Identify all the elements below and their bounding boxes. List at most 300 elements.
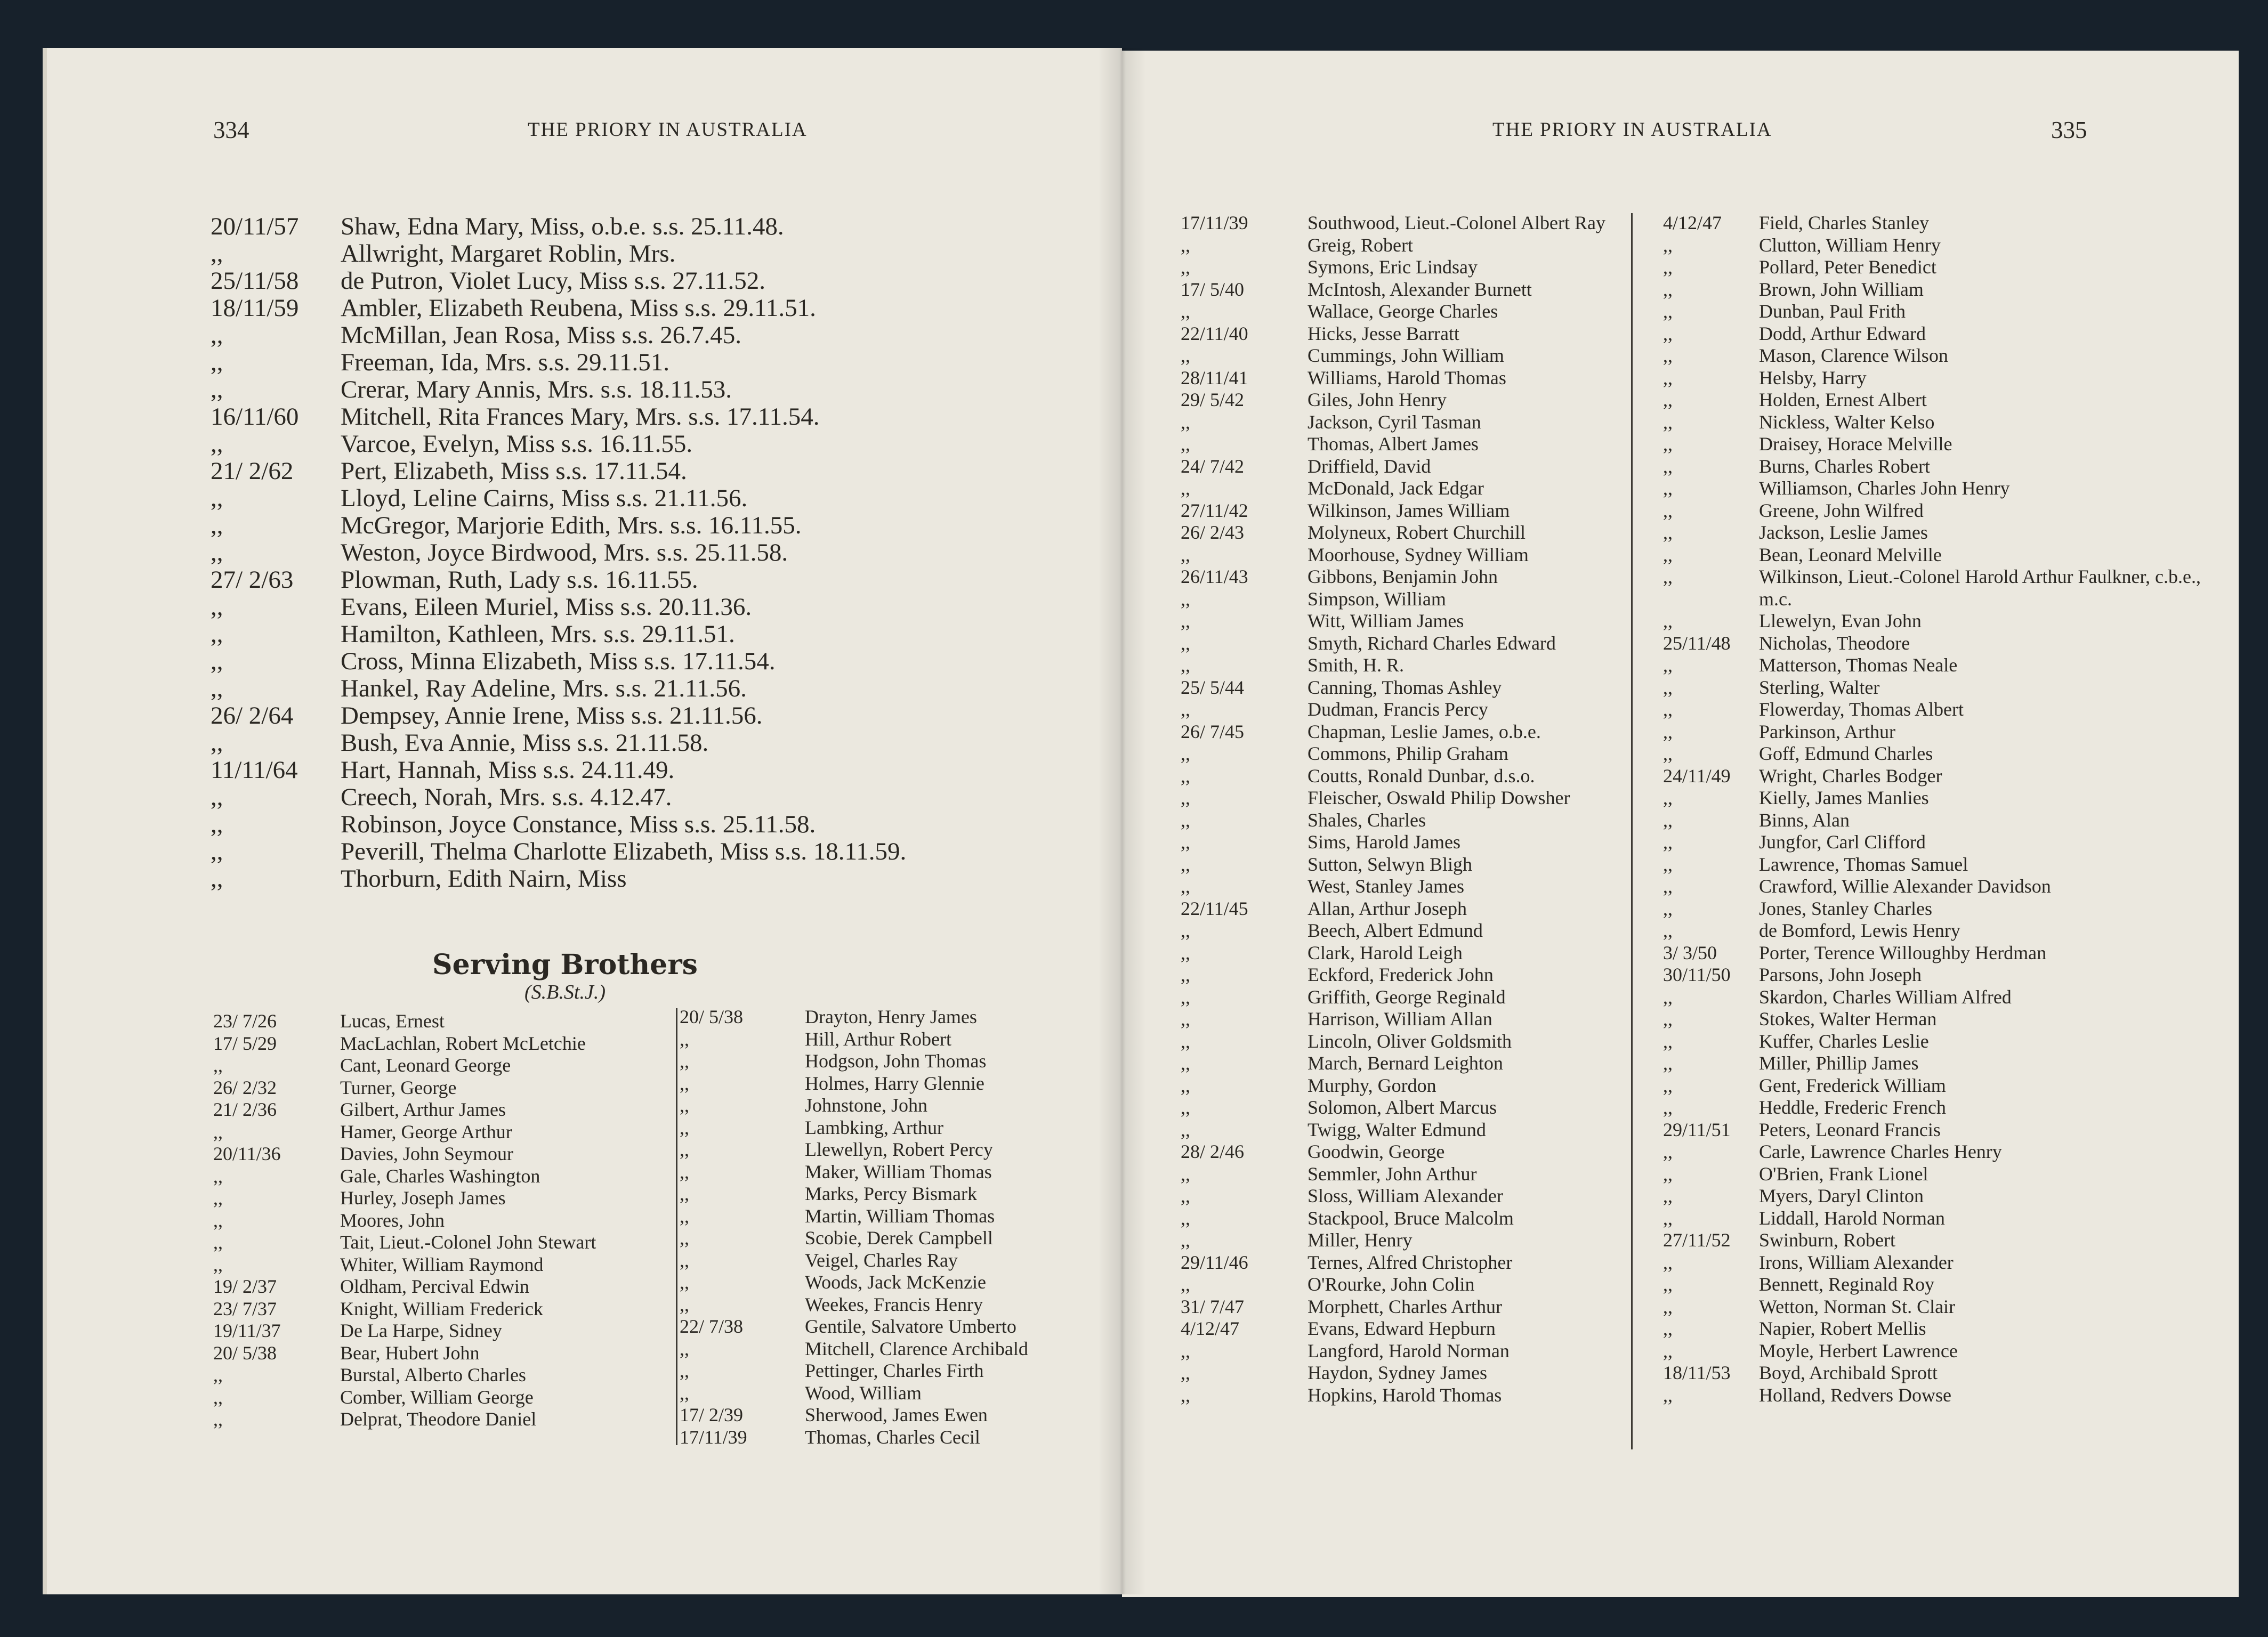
entry-date: ,, <box>211 838 223 865</box>
list-item <box>213 1143 682 1165</box>
entry-name: Sherwood, James Ewen <box>805 1404 988 1425</box>
list-item <box>213 1231 682 1254</box>
entry-date: 25/11/58 <box>211 267 299 295</box>
entry-name: Jackson, Cyril Tasman <box>1307 411 1481 433</box>
list-item <box>1663 1141 2201 1163</box>
list-item <box>1181 1141 1636 1163</box>
entry-name: Myers, Daryl Clinton <box>1759 1185 1924 1206</box>
entry-name: Weekes, Francis Henry <box>805 1293 983 1315</box>
list-item <box>1181 721 1636 743</box>
entry-name: Thorburn, Edith Nairn, Miss <box>341 865 627 893</box>
list-item <box>680 1095 1085 1117</box>
list-item <box>1663 1318 2201 1340</box>
list-item <box>211 730 1047 757</box>
entry-date: 22/ 7/38 <box>680 1316 744 1337</box>
entry-date: ,, <box>1181 743 1190 764</box>
entry-name: Liddall, Harold Norman <box>1759 1207 1945 1229</box>
entry-name: Woods, Jack McKenzie <box>805 1271 986 1293</box>
entry-name: Wilkinson, James William <box>1307 499 1510 521</box>
list-item <box>1181 1340 1636 1363</box>
entry-date: ,, <box>1663 477 1673 499</box>
entry-date: ,, <box>1181 809 1190 831</box>
entry-date: ,, <box>1181 654 1190 676</box>
list-item <box>1663 854 2201 876</box>
list-item <box>1181 1008 1636 1031</box>
entry-name: Witt, William James <box>1307 610 1464 631</box>
entry-name: Llewelyn, Evan John <box>1759 610 1922 631</box>
list-item <box>1663 677 2201 699</box>
section-title: Serving Brothers <box>432 949 698 981</box>
entry-date: ,, <box>1181 1185 1190 1206</box>
entry-date: ,, <box>1663 853 1673 875</box>
entry-name: Freeman, Ida, Mrs. s.s. 29.11.51. <box>341 349 670 376</box>
entry-date: ,, <box>1181 301 1190 322</box>
entry-name: Wood, William <box>805 1382 922 1404</box>
entry-date: ,, <box>1663 720 1673 742</box>
list-item <box>213 1210 682 1232</box>
entry-name: Bean, Leonard Melville <box>1759 544 1942 565</box>
entry-date: ,, <box>1181 853 1190 875</box>
entry-name: Irons, William Alexander <box>1759 1251 1954 1273</box>
list-item <box>1181 1274 1636 1296</box>
serving-brothers-column-2 <box>680 1006 1085 1448</box>
list-item <box>680 1139 1085 1161</box>
entry-date: ,, <box>1181 610 1190 631</box>
list-item <box>1181 1185 1636 1208</box>
entry-name: McMillan, Jean Rosa, Miss s.s. 26.7.45. <box>341 321 741 349</box>
entry-date: ,, <box>213 1121 223 1142</box>
entry-date: ,, <box>213 1209 223 1231</box>
entry-date: 4/12/47 <box>1663 212 1722 233</box>
entry-name: Parsons, John Joseph <box>1759 964 1922 985</box>
list-item <box>211 648 1047 675</box>
entry-name: Oldham, Percival Edwin <box>340 1276 529 1297</box>
entry-date: 20/11/36 <box>213 1143 281 1164</box>
entry-date: ,, <box>680 1338 689 1359</box>
entry-date: ,, <box>211 783 223 811</box>
list-item <box>1663 964 2201 986</box>
entry-name: Shaw, Edna Mary, Miss, o.b.e. s.s. 25.11.48. <box>341 213 784 240</box>
list-item <box>1663 1208 2201 1230</box>
list-item <box>1663 522 2201 544</box>
entry-name: Delprat, Theodore Daniel <box>340 1408 537 1430</box>
entry-date: ,, <box>1663 256 1673 278</box>
entry-date: 16/11/60 <box>211 403 299 431</box>
list-item <box>1663 1384 2201 1407</box>
entry-date: ,, <box>1663 345 1673 366</box>
entry-name: Shales, Charles <box>1307 809 1426 831</box>
entry-date: ,, <box>1181 1074 1190 1096</box>
entry-name: Creech, Norah, Mrs. s.s. 4.12.47. <box>341 783 672 811</box>
entry-name: Evans, Eileen Muriel, Miss s.s. 20.11.36. <box>341 593 752 621</box>
entry-name: Allan, Arthur Joseph <box>1307 897 1467 919</box>
entry-name: Wilkinson, Lieut.-Colonel Harold Arthur Faulkner, c.b.e., m.c. <box>1759 566 2201 610</box>
list-item <box>213 1364 682 1387</box>
entry-name: McGregor, Marjorie Edith, Mrs. s.s. 16.11.55. <box>341 512 802 539</box>
page-number-left: 334 <box>213 117 249 143</box>
left-page-edge <box>43 48 47 1594</box>
entry-date: 20/11/57 <box>211 213 299 240</box>
entry-date: ,, <box>1181 1229 1190 1251</box>
entry-date: ,, <box>1663 787 1673 808</box>
entry-name: Maker, William Thomas <box>805 1161 992 1182</box>
entry-name: Beech, Albert Edmund <box>1307 920 1483 941</box>
entry-name: McIntosh, Alexander Burnett <box>1307 278 1532 300</box>
entry-date: 3/ 3/50 <box>1663 942 1717 963</box>
entry-name: Morphett, Charles Arthur <box>1307 1295 1502 1317</box>
list-item <box>211 757 1047 784</box>
entry-date: 26/ 2/43 <box>1181 522 1245 543</box>
entry-name: Holland, Redvers Dowse <box>1759 1384 1951 1406</box>
entry-date: ,, <box>1663 234 1673 256</box>
entry-name: Peters, Leonard Francis <box>1759 1119 1941 1140</box>
entry-name: Harrison, William Allan <box>1307 1008 1492 1030</box>
entry-name: Semmler, John Arthur <box>1307 1163 1477 1185</box>
entry-name: Marks, Percy Bismark <box>805 1183 977 1204</box>
entry-date: ,, <box>680 1028 689 1050</box>
entry-date: ,, <box>1663 322 1673 344</box>
entry-date: 21/ 2/36 <box>213 1099 277 1120</box>
entry-name: Haydon, Sydney James <box>1307 1362 1487 1383</box>
entry-date: 31/ 7/47 <box>1181 1295 1245 1317</box>
entry-name: Hankel, Ray Adeline, Mrs. s.s. 21.11.56. <box>341 675 747 702</box>
list-item <box>211 431 1047 458</box>
entry-date: ,, <box>1181 920 1190 941</box>
entry-name: Skardon, Charles William Alfred <box>1759 986 2012 1008</box>
list-item <box>1181 433 1636 456</box>
entry-date: 17/ 2/39 <box>680 1404 744 1425</box>
right-column-1 <box>1181 212 1636 1406</box>
list-item <box>1181 522 1636 544</box>
entry-name: Lawrence, Thomas Samuel <box>1759 853 1968 875</box>
entry-date: ,, <box>1663 743 1673 764</box>
list-item <box>1181 743 1636 765</box>
entry-date: ,, <box>1181 1340 1190 1362</box>
entry-date: 27/11/52 <box>1663 1229 1731 1251</box>
entry-name: McDonald, Jack Edgar <box>1307 477 1484 499</box>
entry-name: Murphy, Gordon <box>1307 1074 1436 1096</box>
list-item <box>213 1254 682 1276</box>
entry-date: ,, <box>1181 411 1190 433</box>
entry-date: ,, <box>211 376 223 403</box>
list-item <box>211 512 1047 539</box>
entry-name: Binns, Alan <box>1759 809 1850 831</box>
list-item <box>1181 876 1636 898</box>
list-item <box>1663 411 2201 434</box>
list-item <box>211 566 1047 594</box>
entry-date: ,, <box>1663 1274 1673 1295</box>
list-item <box>211 865 1047 893</box>
entry-name: Gibbons, Benjamin John <box>1307 566 1498 587</box>
list-item <box>1663 920 2201 942</box>
list-item <box>1663 256 2201 279</box>
entry-date: ,, <box>680 1072 689 1094</box>
list-item <box>680 1338 1085 1360</box>
entry-date: ,, <box>211 675 223 702</box>
entry-name: Flowerday, Thomas Albert <box>1759 699 1964 720</box>
entry-name: Wetton, Norman St. Clair <box>1759 1295 1956 1317</box>
entry-date: ,, <box>1181 345 1190 366</box>
entry-date: 28/ 2/46 <box>1181 1141 1245 1162</box>
entry-name: Smith, H. R. <box>1307 654 1405 676</box>
entry-date: ,, <box>1663 389 1673 410</box>
list-item <box>1663 1296 2201 1318</box>
entry-date: 17/ 5/29 <box>213 1032 277 1054</box>
entry-date: ,, <box>1663 831 1673 853</box>
entry-name: Ternes, Alfred Christopher <box>1307 1251 1513 1273</box>
entry-date: ,, <box>1663 1163 1673 1185</box>
entry-date: ,, <box>1663 809 1673 831</box>
entry-name: Tait, Lieut.-Colonel John Stewart <box>340 1231 596 1253</box>
entry-date: ,, <box>1663 522 1673 543</box>
entry-name: Hill, Arthur Robert <box>805 1028 951 1050</box>
list-item <box>1181 389 1636 411</box>
entry-date: ,, <box>211 729 223 757</box>
entry-name: Napier, Robert Mellis <box>1759 1318 1926 1339</box>
entry-name: Brown, John William <box>1759 278 1924 300</box>
list-item <box>1663 500 2201 522</box>
entry-date: ,, <box>213 1253 223 1275</box>
list-item <box>680 1183 1085 1205</box>
list-item <box>1663 1031 2201 1053</box>
entry-date: ,, <box>1181 256 1190 278</box>
list-item <box>213 1408 682 1431</box>
entry-date: ,, <box>680 1227 689 1249</box>
entry-name: Evans, Edward Hepburn <box>1307 1318 1496 1339</box>
entry-date: ,, <box>680 1050 689 1072</box>
entry-name: Clark, Harold Leigh <box>1307 942 1463 963</box>
list-item <box>213 1187 682 1210</box>
list-item <box>1181 500 1636 522</box>
entry-name: Southwood, Lieut.-Colonel Albert Ray <box>1307 212 1605 233</box>
list-item <box>1663 301 2201 323</box>
entry-name: Jungfor, Carl Clifford <box>1759 831 1926 853</box>
entry-name: Fleischer, Oswald Philip Dowsher <box>1307 787 1570 808</box>
entry-date: ,, <box>1663 1207 1673 1229</box>
entry-date: ,, <box>1663 654 1673 676</box>
entry-date: ,, <box>211 539 223 566</box>
entry-name: Hamilton, Kathleen, Mrs. s.s. 29.11.51. <box>341 620 735 648</box>
entry-name: de Bomford, Lewis Henry <box>1759 920 1960 941</box>
entry-name: Symons, Eric Lindsay <box>1307 256 1478 278</box>
entry-name: Crawford, Willie Alexander Davidson <box>1759 876 2051 897</box>
entry-date: ,, <box>1181 699 1190 720</box>
list-item <box>213 1055 682 1077</box>
entry-date: 26/11/43 <box>1181 566 1248 587</box>
entry-date: ,, <box>1181 1052 1190 1074</box>
entry-name: Dudman, Francis Percy <box>1307 699 1488 720</box>
entry-name: Sterling, Walter <box>1759 676 1880 698</box>
list-item <box>1181 1362 1636 1384</box>
entry-name: Allwright, Margaret Roblin, Mrs. <box>341 240 676 268</box>
entry-date: ,, <box>1663 1052 1673 1074</box>
entry-date: ,, <box>1663 411 1673 433</box>
entry-name: Gale, Charles Washington <box>340 1165 540 1187</box>
entry-name: Nicholas, Theodore <box>1759 632 1910 654</box>
list-item <box>1663 544 2201 566</box>
entry-name: Pollard, Peter Benedict <box>1759 256 1936 278</box>
list-item <box>1663 787 2201 809</box>
entry-name: Kuffer, Charles Leslie <box>1759 1030 1929 1052</box>
entry-name: Heddle, Frederic French <box>1759 1097 1946 1118</box>
entry-name: Helsby, Harry <box>1759 367 1867 388</box>
entry-name: Miller, Henry <box>1307 1229 1413 1251</box>
entry-name: Field, Charles Stanley <box>1759 212 1929 233</box>
list-item <box>1663 1362 2201 1384</box>
entry-date: ,, <box>1663 986 1673 1008</box>
list-item <box>213 1298 682 1320</box>
entry-date: ,, <box>680 1139 689 1160</box>
list-item <box>211 539 1047 566</box>
list-item <box>211 268 1047 295</box>
entry-date: ,, <box>211 484 223 512</box>
list-item <box>211 295 1047 322</box>
entry-name: De La Harpe, Sidney <box>340 1320 502 1341</box>
entry-name: Dempsey, Annie Irene, Miss s.s. 21.11.56. <box>341 702 763 730</box>
list-item <box>211 675 1047 702</box>
list-item <box>680 1028 1085 1051</box>
entry-date: ,, <box>1181 1362 1190 1383</box>
entry-name: Griffith, George Reginald <box>1307 986 1506 1008</box>
list-item <box>1181 1208 1636 1230</box>
list-item <box>680 1161 1085 1184</box>
entry-date: 28/11/41 <box>1181 367 1248 388</box>
entry-name: Gentile, Salvatore Umberto <box>805 1316 1016 1337</box>
list-item <box>1181 1252 1636 1274</box>
entry-date: ,, <box>1663 278 1673 300</box>
entry-name: Drayton, Henry James <box>805 1006 977 1027</box>
entry-date: ,, <box>1181 876 1190 897</box>
entry-date: ,, <box>1663 566 1673 587</box>
entry-date: ,, <box>1181 588 1190 610</box>
list-item <box>680 1205 1085 1228</box>
entry-name: Greene, John Wilfred <box>1759 499 1924 521</box>
entry-date: 29/ 5/42 <box>1181 389 1245 410</box>
entry-name: Bennett, Reginald Roy <box>1759 1274 1934 1295</box>
entry-name: Hicks, Jesse Barratt <box>1307 322 1459 344</box>
list-item <box>1663 234 2201 257</box>
list-item <box>1181 1163 1636 1186</box>
list-item <box>1181 1318 1636 1340</box>
entry-name: Mason, Clarence Wilson <box>1759 345 1948 366</box>
section-subtitle: (S.B.St.J.) <box>524 981 606 1003</box>
entry-date: ,, <box>680 1360 689 1381</box>
entry-date: ,, <box>1663 455 1673 477</box>
entry-date: ,, <box>1663 1318 1673 1339</box>
entry-date: ,, <box>680 1249 689 1271</box>
entry-date: 24/11/49 <box>1663 765 1731 787</box>
entry-name: Thomas, Charles Cecil <box>805 1426 980 1448</box>
list-item <box>211 458 1047 485</box>
list-item <box>1663 721 2201 743</box>
list-item <box>1181 1296 1636 1318</box>
entry-name: Lincoln, Oliver Goldsmith <box>1307 1030 1512 1052</box>
list-item <box>211 838 1047 865</box>
entry-date: ,, <box>1181 787 1190 808</box>
entry-date: ,, <box>1181 1008 1190 1030</box>
entry-name: Sutton, Selwyn Bligh <box>1307 853 1473 875</box>
list-item <box>680 1117 1085 1139</box>
entry-date: ,, <box>1181 1384 1190 1406</box>
entry-name: Hurley, Joseph James <box>340 1187 506 1209</box>
list-item <box>1181 1384 1636 1407</box>
entry-name: Eckford, Frederick John <box>1307 964 1494 985</box>
entry-date: ,, <box>1181 765 1190 787</box>
list-item <box>1663 566 2201 610</box>
list-item <box>680 1271 1085 1294</box>
list-item <box>211 403 1047 431</box>
entry-name: Crerar, Mary Annis, Mrs. s.s. 18.11.53. <box>341 376 732 403</box>
list-item <box>1181 566 1636 588</box>
entry-date: ,, <box>1181 477 1190 499</box>
list-item <box>213 1010 682 1033</box>
list-item <box>1181 323 1636 345</box>
entry-date: 26/ 7/45 <box>1181 720 1245 742</box>
entry-date: ,, <box>213 1055 223 1076</box>
entry-date: ,, <box>680 1161 689 1182</box>
list-item <box>1181 1031 1636 1053</box>
entry-name: Scobie, Derek Campbell <box>805 1227 993 1249</box>
entry-name: Boyd, Archibald Sprott <box>1759 1362 1938 1383</box>
entry-name: Greig, Robert <box>1307 234 1413 256</box>
list-item <box>1663 323 2201 345</box>
list-item <box>1181 301 1636 323</box>
entry-date: ,, <box>1663 544 1673 565</box>
list-item <box>1181 986 1636 1009</box>
entry-name: Hodgson, John Thomas <box>805 1050 987 1072</box>
page-number-right: 335 <box>2051 117 2087 143</box>
entry-date: ,, <box>211 512 223 539</box>
entry-date: ,, <box>1663 1251 1673 1273</box>
entry-date: ,, <box>211 349 223 376</box>
list-item <box>1663 1252 2201 1274</box>
list-item <box>211 213 1047 240</box>
entry-date: 19/11/37 <box>213 1320 281 1341</box>
entry-date: ,, <box>1663 610 1673 631</box>
list-item <box>213 1033 682 1055</box>
list-item <box>1181 1052 1636 1075</box>
entry-name: Nickless, Walter Kelso <box>1759 411 1935 433</box>
entry-name: Martin, William Thomas <box>805 1205 995 1227</box>
entry-name: Peverill, Thelma Charlotte Elizabeth, Miss s.s. 18.11.59. <box>341 838 907 865</box>
entry-date: 19/ 2/37 <box>213 1276 277 1297</box>
entry-name: Miller, Phillip James <box>1759 1052 1919 1074</box>
entry-name: Kielly, James Manlies <box>1759 787 1929 808</box>
list-item <box>1181 456 1636 478</box>
entry-name: Twigg, Walter Edmund <box>1307 1119 1486 1140</box>
entry-date: ,, <box>1181 1207 1190 1229</box>
entry-date: ,, <box>1663 433 1673 455</box>
entry-date: ,, <box>211 321 223 349</box>
list-item <box>211 485 1047 512</box>
list-item <box>1181 920 1636 942</box>
list-item <box>1181 942 1636 965</box>
entry-date: 23/ 7/26 <box>213 1010 277 1032</box>
list-item <box>1663 942 2201 965</box>
entry-name: Parkinson, Arthur <box>1759 720 1895 742</box>
list-item <box>1663 389 2201 411</box>
entry-name: Pettinger, Charles Firth <box>805 1360 984 1381</box>
entry-name: Coutts, Ronald Dunbar, d.s.o. <box>1307 765 1535 787</box>
entry-name: Davies, John Seymour <box>340 1143 513 1164</box>
entry-date: ,, <box>680 1271 689 1293</box>
entry-date: ,, <box>1663 1340 1673 1362</box>
list-item <box>1663 1185 2201 1208</box>
list-item <box>1663 1008 2201 1031</box>
entry-date: ,, <box>1181 1274 1190 1295</box>
entry-date: 18/11/53 <box>1663 1362 1731 1383</box>
entry-date: ,, <box>1663 1141 1673 1162</box>
